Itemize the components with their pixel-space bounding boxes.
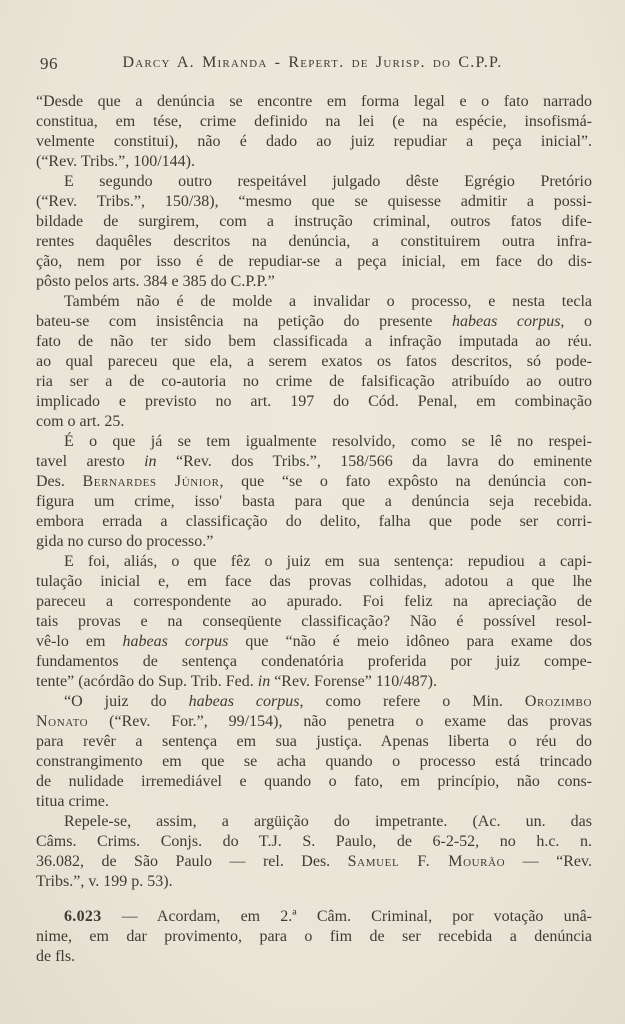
text-line (36, 472, 592, 492)
text-line (36, 672, 592, 692)
paragraph-e-foi-alias (36, 552, 592, 692)
page-header (0, 54, 625, 74)
paragraph-repele-se (36, 812, 592, 892)
text-run: (“Rev. For.”, 99/154), não penetra o exame das provas (88, 713, 592, 730)
text-line (36, 872, 592, 892)
text-line (36, 812, 592, 832)
text-line (36, 612, 592, 632)
text-run: “Rev. Forense” 110/487). (270, 673, 437, 690)
text-line (36, 927, 592, 947)
text-run: que “não é meio idôneo para exame dos (228, 633, 592, 650)
text-run: pareceu a correspondente ao apurado. Foi feliz na apreciação de (36, 593, 592, 610)
text-line (36, 712, 592, 732)
text-line (36, 452, 592, 472)
text-run: 36.082, de São Paulo — rel. Des. (36, 853, 348, 870)
text-run: Repele-se, assim, a argüição do impetrante. (Ac. un. das (64, 813, 592, 830)
text-line (36, 532, 592, 552)
text-run: É o que já se tem igualmente resolvido, como se lê no respei- (64, 433, 592, 450)
running-title: Darcy A. Miranda - Repert. de Jurisp. do C.P.P. (122, 54, 503, 71)
italic-text-run: habeas corpus (188, 693, 300, 710)
text-line (36, 132, 592, 152)
text-line (36, 752, 592, 772)
text-run: velmente constitui), não é dado ao juiz repudiar a peça inicial”. (36, 133, 592, 150)
paragraph-igualmente-resolvido (36, 432, 592, 552)
text-run: nime, em dar provimento, para o fim de ser recebida a denúncia (36, 928, 592, 945)
text-run: E foi, aliás, o que fêz o juiz em sua sentença: repudiou a capi- (64, 553, 592, 570)
text-run: tais provas e na conseqüente classificação? Não é possível resol- (36, 613, 592, 630)
paragraph-quote-continuation (36, 92, 592, 172)
text-line (36, 372, 592, 392)
text-run: de nulidade irremediável e quando o fato, em princípio, não cons- (36, 773, 592, 790)
text-line (36, 152, 592, 172)
text-line (36, 252, 592, 272)
text-run: bateu-se com insistência na petição do presente (36, 313, 452, 330)
text-line (36, 272, 592, 292)
text-line (36, 352, 592, 372)
text-line (36, 432, 592, 452)
text-line (36, 692, 592, 712)
bold-number-run: 6.023 (64, 908, 102, 925)
text-line (36, 232, 592, 252)
smallcaps-name-run: Orozimbo (524, 693, 592, 710)
text-run: (“Rev. Tribs.”, 100/144). (36, 153, 195, 170)
text-line (36, 552, 592, 572)
italic-text-run: habeas corpus (122, 633, 229, 650)
text-run: E segundo outro respeitável julgado dêste Egrégio Pretório (64, 173, 592, 190)
text-run: ção, nem por isso é de repudiar-se a peça inicial, em face do dis- (36, 253, 592, 270)
text-line (36, 212, 592, 232)
text-run: vê-lo em (36, 633, 123, 650)
text-run: Des. (36, 473, 83, 490)
text-line (36, 112, 592, 132)
text-run: rentes daquêles descritos na denúncia, a constituirem outra infra- (36, 233, 592, 250)
text-line (36, 592, 592, 612)
text-line (36, 947, 592, 967)
text-line (36, 832, 592, 852)
text-run: de fls. (36, 948, 76, 965)
text-run: tulação inicial e, em face das provas colhidas, adotou a que lhe (36, 573, 592, 590)
text-run: figura um crime, isso' basta para que a denúncia seja recebida. (36, 493, 592, 510)
text-line (36, 792, 592, 812)
text-run: , que “se o fato expôsto na denúncia con- (219, 473, 592, 490)
paragraph-juiz-habeas-corpus (36, 692, 592, 812)
text-run: com o art. 25. (36, 413, 125, 430)
text-line (36, 192, 592, 212)
text-run: implicado e previsto no art. 197 do Cód. Penal, em combinação (36, 393, 592, 410)
text-run: — Acordam, em 2.ª Câm. Criminal, por votação unâ- (101, 908, 592, 925)
text-run: fundamentos de sentença condenatória proferida por juiz compe- (36, 653, 592, 670)
text-line (36, 907, 592, 927)
text-run: fato de não ter sido bem classificada a infração imputada ao réu. (36, 333, 592, 350)
text-run: “Desde que a denúncia se encontre em forma legal e o fato narrado (36, 93, 592, 110)
smallcaps-name-run: Samuel F. Mourão (347, 853, 506, 870)
text-line (36, 312, 592, 332)
text-run: para revêr a sentença em sua justiça. Apenas liberta o réu do (36, 733, 592, 750)
text-line (36, 732, 592, 752)
text-run: titua crime. (36, 793, 109, 810)
text-line (36, 172, 592, 192)
paragraph-tambem-nao (36, 292, 592, 432)
text-run: gida no curso do processo.” (36, 533, 214, 550)
text-run: Também não é de molde a invalidar o processo, e nesta tecla (64, 293, 592, 310)
text-line (36, 392, 592, 412)
text-line (36, 412, 592, 432)
text-line (36, 652, 592, 672)
text-run: Câms. Crims. Conjs. do T.J. S. Paulo, de 6-2-52, no h.c. n. (36, 833, 592, 850)
text-line (36, 292, 592, 312)
smallcaps-name-run: Bernardes Júnior (82, 473, 220, 490)
smallcaps-name-run: Nonato (36, 713, 89, 730)
text-run: , como refere o Min. (299, 693, 525, 710)
text-line (36, 852, 592, 872)
text-line (36, 572, 592, 592)
paragraph-6023-acordam (36, 907, 592, 967)
page-number: 96 (40, 54, 58, 73)
page-body (36, 92, 592, 967)
text-line (36, 772, 592, 792)
italic-text-run: habeas corpus (451, 313, 561, 330)
text-run: constrangimento em que se acha quando o processo está trincado (36, 753, 592, 770)
text-run: — “Rev. (505, 853, 592, 870)
text-run: tavel aresto (36, 453, 145, 470)
text-run: Tribs.”, v. 199 p. 53). (36, 873, 173, 890)
text-line (36, 632, 592, 652)
text-run: constitua, em tése, crime definido na lei (e na espécie, insofismá- (36, 113, 592, 130)
text-run: bildade de surgirem, com a instrução criminal, outros fatos dife- (36, 213, 592, 230)
text-run: tente” (acórdão do Sup. Trib. Fed. (36, 673, 258, 690)
text-line (36, 512, 592, 532)
text-run: embora errada a classificação do delito, falha que pode ser corri- (36, 513, 592, 530)
text-line (36, 332, 592, 352)
text-run: ao qual pareceu que ela, a serem exatos os fatos descritos, só pode- (36, 353, 592, 370)
paragraph-segundo-julgado (36, 172, 592, 292)
text-run: ria ser a de co-autoria no crime de falsificação atribuído ao outro (36, 373, 592, 390)
italic-text-run: in (144, 453, 157, 470)
text-run: “Rev. dos Tribs.”, 158/566 da lavra do eminente (156, 453, 592, 470)
text-run: , o (560, 313, 592, 330)
italic-text-run: in (257, 673, 271, 690)
text-line (36, 92, 592, 112)
text-run: (“Rev. Tribs.”, 150/38), “mesmo que se quisesse admitir a possi- (36, 193, 592, 210)
text-run: pôsto pelos arts. 384 e 385 do C.P.P.” (36, 273, 275, 290)
text-line (36, 492, 592, 512)
text-run: “O juiz do (64, 693, 189, 710)
